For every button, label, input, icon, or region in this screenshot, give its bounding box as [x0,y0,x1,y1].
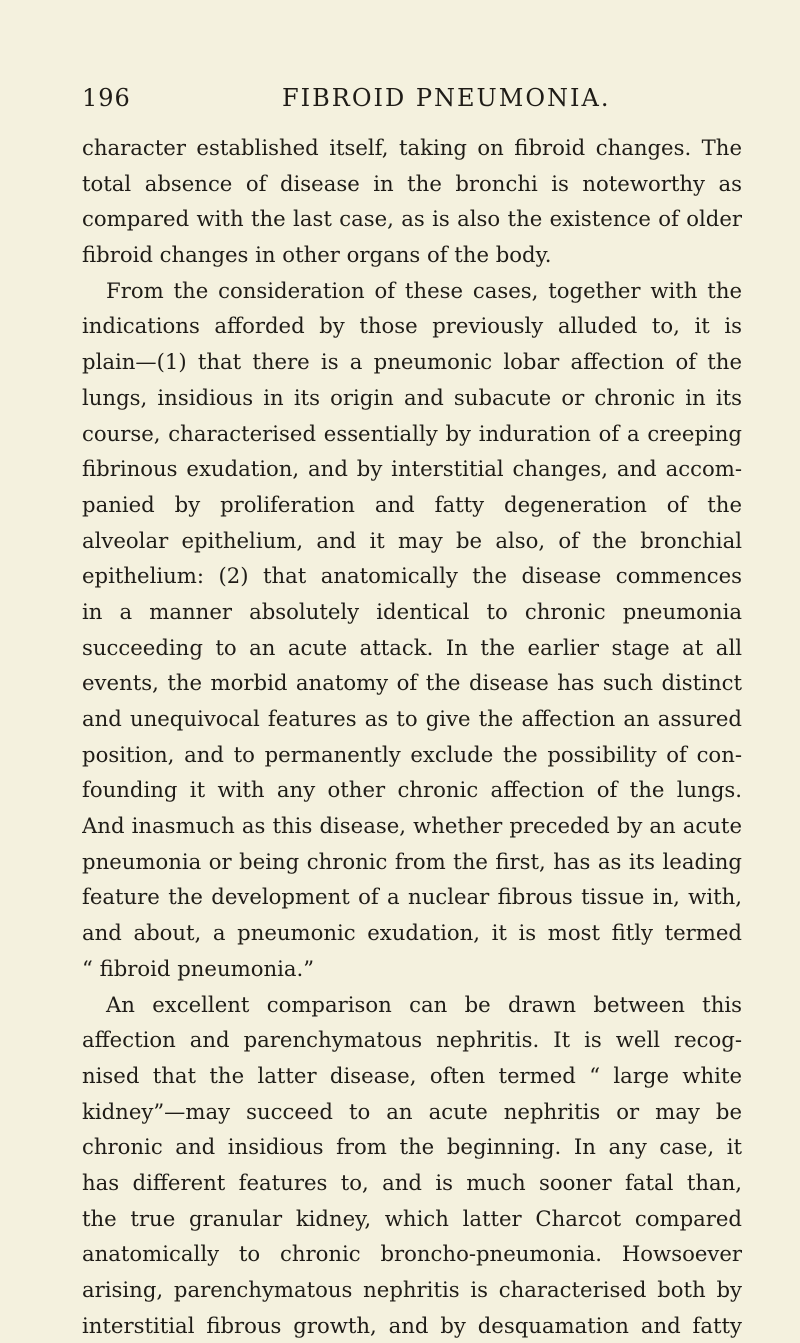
text-line: interstitial fibrous growth, and by desquamation and fatty [82,1312,742,1338]
text-line: indications afforded by those previously alluded to, it is [82,313,742,339]
text-line: From the consideration of these cases, together with the [106,277,742,303]
text-line: “ fibroid pneumonia.” [82,955,315,981]
text-line: feature the development of a nuclear fibrous tissue in, with, [82,884,742,910]
text-line: nised that the latter disease, often termed “ large white [82,1062,742,1088]
text-line: lungs, insidious in its origin and subacute or chronic in its [82,384,742,410]
text-line: has different features to, and is much sooner fatal than, [82,1169,742,1195]
text-line: alveolar epithelium, and it may be also, of the bronchial [82,527,742,553]
text-line: and about, a pneumonic exudation, it is most fitly termed [82,920,742,946]
text-line: course, characterised essentially by induration of a creeping [82,420,742,446]
text-line: An excellent comparison can be drawn between this [106,991,742,1017]
text-line: affection and parenchymatous nephritis. It is well recog- [82,1027,742,1053]
body-text [82,130,742,1343]
running-head [82,84,742,124]
running-title: FIBROID PNEUMONIA. [282,84,611,112]
text-line: founding it with any other chronic affection of the lungs. [82,777,742,803]
text-line: kidney”—may succeed to an acute nephritis or may be [82,1098,742,1124]
text-line: total absence of disease in the bronchi is noteworthy as [82,170,742,196]
text-line: arising, parenchymatous nephritis is characterised both by [82,1277,742,1302]
text-line: character established itself, taking on fibroid changes. The [82,135,742,160]
text-line: and unequivocal features as to give the affection an assured [82,706,742,731]
text-line: plain—(1) that there is a pneumonic lobar affection of the [82,349,742,375]
text-line: in a manner absolutely identical to chronic pneumonia [82,598,742,624]
text-line: the true granular kidney, which latter Charcot compared [82,1205,742,1231]
text-line: succeeding to an acute attack. In the earlier stage at all [82,634,742,660]
text-line: epithelium: (2) that anatomically the disease commences [82,563,742,589]
text-line: compared with the last case, as is also the existence of older [82,206,742,232]
text-line: events, the morbid anatomy of the disease has such distinct [82,670,742,696]
text-line: pneumonia or being chronic from the first, has as its leading [82,848,742,874]
text-line: fibroid changes in other organs of the body. [82,242,552,268]
text-line: position, and to permanently exclude the possibility of con- [82,741,742,767]
text-line: anatomically to chronic broncho-pneumonia. Howsoever [82,1241,742,1267]
page-number: 196 [82,84,131,112]
text-line: chronic and insidious from the beginning. In any case, it [82,1134,742,1160]
text-line: And inasmuch as this disease, whether preceded by an acute [82,813,742,839]
text-line: panied by proliferation and fatty degeneration of the [82,491,742,517]
text-line: fibrinous exudation, and by interstitial changes, and accom- [82,456,742,482]
